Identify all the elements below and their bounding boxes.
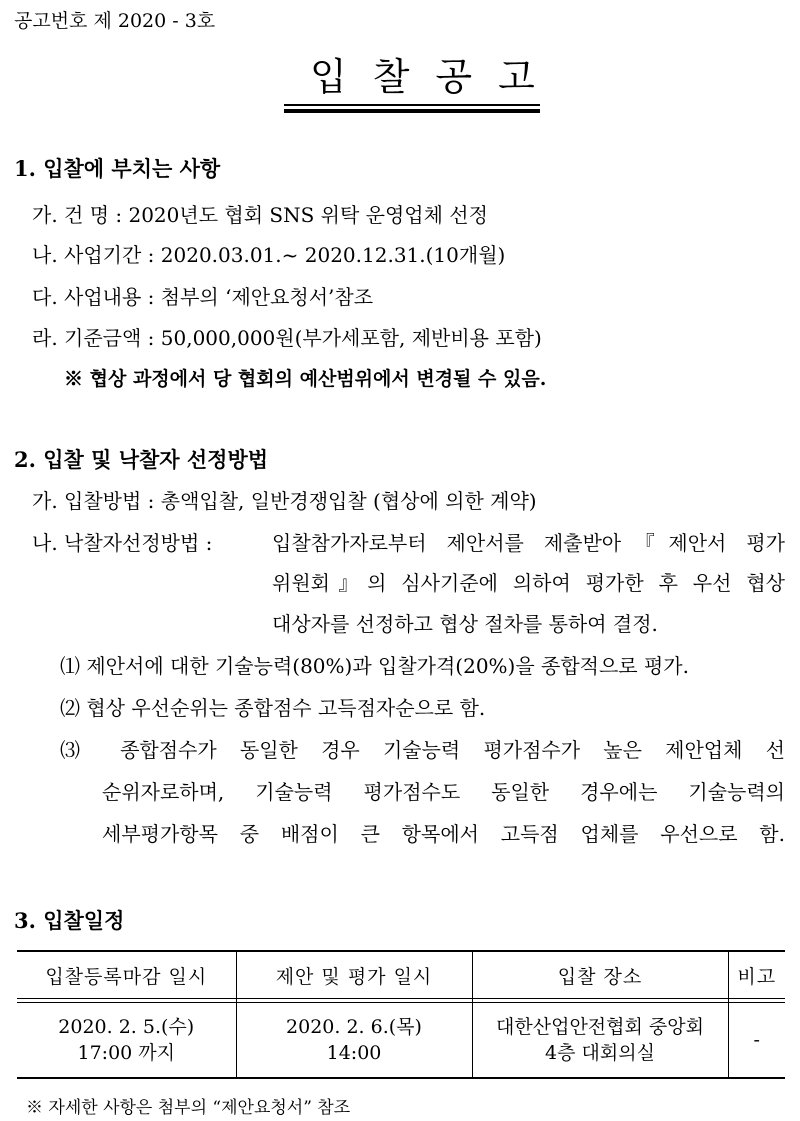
title-block: [284, 55, 561, 107]
schedule-header-row: [17, 951, 785, 999]
section2-item-method: 가. 입찰방법 : 총액입찰, 일반경쟁입찰 (협상에 의한 계약): [32, 489, 537, 513]
section2-selection-line2: 위원회』의 심사기준에 의하여 평가한 후 우선 협상: [272, 571, 785, 595]
section2-sub3-line2: 순위자로하며, 기술능력 평가점수도 동일한 경우에는 기술능력의: [102, 780, 785, 804]
section2-selection-line3: 대상자를 선정하고 협상 절차를 통하여 결정.: [272, 612, 658, 636]
footer-note: ※ 자세한 사항은 첨부의 “제안요청서” 참조: [26, 1098, 351, 1118]
section1-heading: 1. 입찰에 부치는 사항: [14, 156, 221, 181]
section2-sub3-line3: 세부평가항목 중 배점이 큰 항목에서 고득점 업체를 우선으로 함.: [102, 822, 785, 846]
header-remark: 비고: [728, 951, 785, 999]
section2-sub3-line1: ⑶ 종합점수가 동일한 경우 기술능력 평가점수가 높은 제안업체 선: [60, 738, 785, 762]
deadline-date: 2020. 2. 5.(수): [58, 1016, 195, 1038]
title-underline-thick: [284, 109, 540, 113]
header-evaluation: 제안 및 평가 일시: [236, 951, 472, 999]
section1-item-name: 가. 건 명 : 2020년도 협회 SNS 위탁 운영업체 선정: [32, 203, 488, 227]
section2-heading: 2. 입찰 및 낙찰자 선정방법: [14, 447, 269, 472]
evaluation-date: 2020. 2. 6.(목): [286, 1016, 422, 1038]
cell-remark: -: [728, 1003, 785, 1079]
section2-selection-line1: 입찰참가자로부터 제안서를 제출받아『제안서 평가: [272, 531, 785, 555]
place-line1: 대한산업안전협회 중앙회: [496, 1016, 704, 1038]
cell-evaluation: [236, 1003, 472, 1079]
section2-item-selection-label: 나. 낙찰자선정방법 :: [32, 531, 213, 555]
cell-place: [472, 1003, 728, 1079]
page-title: 입찰공고: [310, 55, 561, 99]
notice-number: 공고번호 제 2020 - 3호: [14, 10, 216, 32]
header-deadline: 입찰등록마감 일시: [17, 951, 236, 999]
section1-note: ※ 협상 과정에서 당 협회의 예산범위에서 변경될 수 있음.: [64, 368, 547, 390]
section3-heading: 3. 입찰일정: [14, 908, 125, 933]
schedule-table: [17, 950, 785, 1079]
schedule-data-row: [17, 1003, 785, 1079]
section2-sub1: ⑴ 제안서에 대한 기술능력(80%)과 입찰가격(20%)을 종합적으로 평가.: [60, 654, 689, 678]
section1-item-content: 다. 사업내용 : 첨부의 ‘제안요청서’참조: [32, 285, 374, 309]
deadline-time: 17:00 까지: [77, 1042, 175, 1064]
section2-sub2: ⑵ 협상 우선순위는 종합점수 고득점자순으로 함.: [60, 696, 486, 720]
section1-item-period: 나. 사업기간 : 2020.03.01.~ 2020.12.31.(10개월): [32, 243, 506, 267]
evaluation-time: 14:00: [326, 1042, 382, 1064]
cell-deadline: [17, 1003, 236, 1079]
place-line2: 4층 대회의실: [545, 1042, 655, 1064]
section1-item-amount: 라. 기준금액 : 50,000,000원(부가세포함, 제반비용 포함): [32, 326, 542, 350]
title-underline-thin: [284, 104, 540, 106]
header-place: 입찰 장소: [472, 951, 728, 999]
